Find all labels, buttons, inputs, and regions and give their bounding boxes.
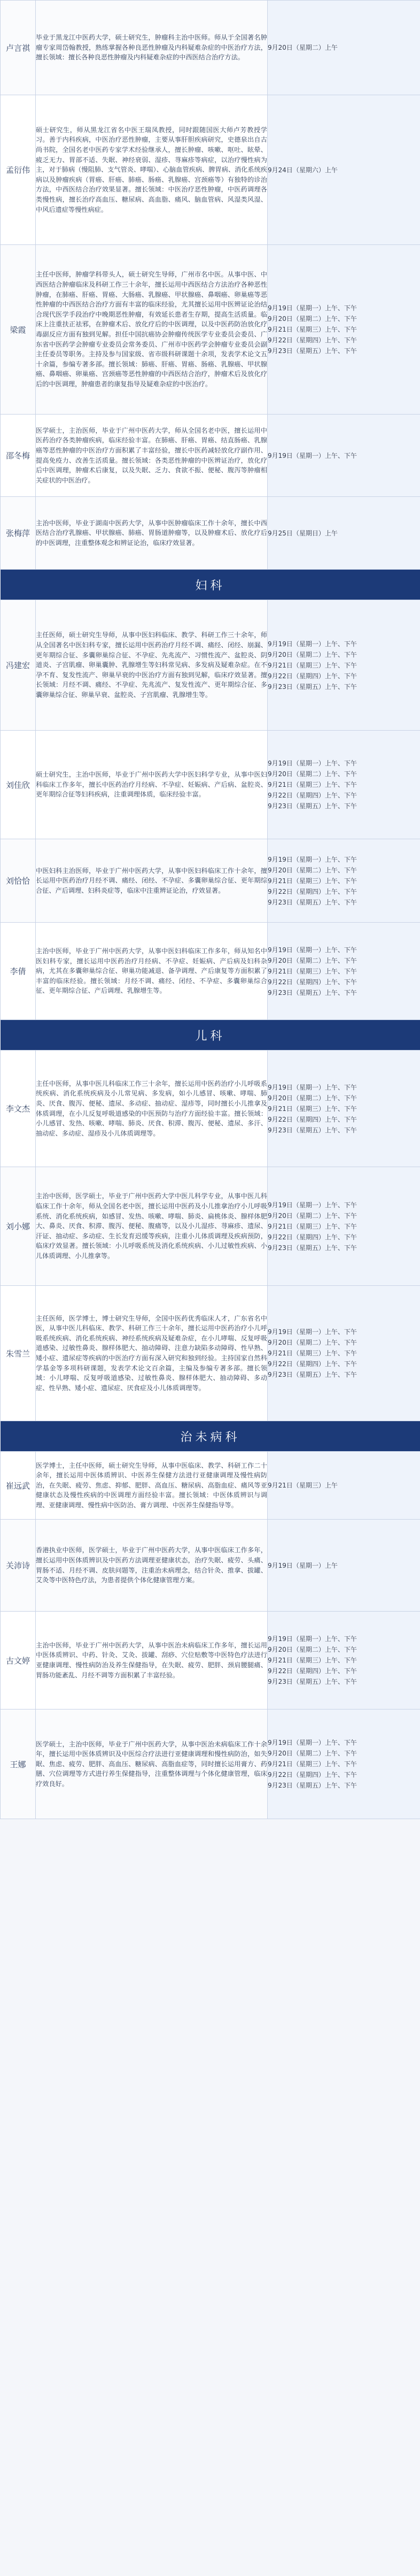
clinic-time-slot: 9月22日（星期四）上午、下午 [268,1667,357,1675]
clinic-time-slot: 9月23日（星期五）上午、下午 [268,1782,357,1789]
clinic-time-slot: 9月21日（星期三）上午 [268,1482,338,1489]
doctor-bio: 硕士研究生，主治中医师，毕业于广州中医药大学中医妇科学专业，从事中医妇科临床工作多年，擅长中医药治疗月经病、不孕症、妊娠病、产后病、盆腔炎、更年期综合征等妇科疾病，注重调理体质，临床经验丰富。 [36,731,268,839]
doctor-bio: 香港执业中医师，医学硕士，毕业于广州中医药大学，从事中医临床工作多年，擅长运用中医体质辨识及中医药方法调理亚健康状态，治疗失眠、疲劳、头痛、胃肠不适、月经不调、皮肤问题等，注重治未病理念，结合针灸、推拿、拔罐、艾灸等中医特色疗法，为患者提供个体化健康管理方案。 [36,1520,268,1612]
clinic-time-slot: 9月19日（星期一）上午、下午 [268,1328,357,1336]
clinic-time-slot: 9月21日（星期三）上午、下午 [268,1760,357,1768]
doctor-row [1,1520,420,1612]
clinic-time-slot: 9月20日（星期二）上午、下午 [268,1646,357,1653]
clinic-time-slot: 9月19日（星期一）上午、下午 [268,1739,357,1746]
clinic-time-slot: 9月23日（星期五）上午、下午 [268,1678,357,1685]
doctor-bio: 主治中医师，毕业于广州中医药大学，从事中医妇科临床工作多年，师从知名中医妇科专家，擅长运用中医药治疗月经病、不孕症、妊娠病、产后病及妇科杂病，尤其在多囊卵巢综合征、卵巢功能减退、备孕调理、产后康复等方面积累了丰富的临床经验。擅长领域：月经不调、痛经、闭经、不孕症、多囊卵巢综合征、更年期综合征、产后调理、乳腺增生等。 [36,923,268,1020]
doctor-bio: 主任中医师，肿瘤学科带头人，硕士研究生导师，广州市名中医。从事中医、中西医结合肿瘤临床及科研工作三十余年，擅长运用中西医结合方法治疗各种恶性肿瘤，在肺癌、肝癌、胃癌、大肠癌、乳腺癌、甲状腺癌、鼻咽癌、卵巢癌等恶性肿瘤的中西医结合治疗方面有丰富的临床经验，尤其擅长运用中医辨证论治结合现代医学手段治疗中晚期恶性肿瘤，有效延长患者生存期，提高生活质量。临床上注重扶正祛邪，在肿瘤术后、放化疗后的中医调理，以及中医药防治放化疗毒副反应方面有独到见解。担任中国抗癌协会肿瘤传统医学专业委员会委员、广东省中医药学会肿瘤专业委员会常务委员、广州市中医药学会肿瘤专业委员会副主任委员等职务。主持及参与国家级、省市级科研课题十余项，发表学术论文五十余篇，参编专著多部。擅长领域：肺癌、肝癌、胃癌、肠癌、乳腺癌、甲状腺癌、鼻咽癌、卵巢癌、宫颈癌等恶性肿瘤的中西医结合治疗，肿瘤术后及放化疗后的中医调理，肿瘤患者的康复指导及疑难杂症的中医治疗。 [36,245,268,415]
doctor-row [1,1051,420,1167]
clinic-time-slot: 9月23日（星期五）上午、下午 [268,802,357,810]
doctor-row [1,1,420,95]
clinic-times [268,415,420,497]
clinic-times [268,1286,420,1421]
clinic-time-slot: 9月20日（星期二）上午 [268,44,338,51]
clinic-time-slot: 9月23日（星期五）上午、下午 [268,347,357,355]
clinic-time-slot: 9月19日（星期一）上午、下午 [268,1201,357,1209]
clinic-times [268,600,420,731]
doctor-bio: 主任医师，硕士研究生导师，从事中医妇科临床、教学、科研工作三十余年，师从全国著名中医妇科专家，擅长运用中医药治疗月经不调、痛经、闭经、崩漏、更年期综合征、多囊卵巢综合征、不孕症、先兆流产、习惯性流产、盆腔炎、阴道炎、子宫肌瘤、卵巢囊肿、乳腺增生等妇科常见病、多发病及疑难杂症。在不孕不育、复发性流产、卵巢早衰的中医治疗方面有独到见解，临床疗效显著。擅长领域：月经不调、痛经、不孕症、先兆流产、复发性流产、更年期综合征、多囊卵巢综合征、卵巢早衰、盆腔炎、子宫肌瘤、乳腺增生等。 [36,600,268,731]
clinic-times [268,95,420,245]
clinic-time-slot: 9月20日（星期二）上午、下午 [268,770,357,778]
doctor-bio: 主任医师，医学博士，博士研究生导师，全国中医药优秀临床人才，广东省名中医，从事中医儿科临床、教学、科研工作三十余年，擅长运用中医药治疗小儿呼吸系统疾病、消化系统疾病、神经系统疾病及疑难杂症，在小儿哮喘、反复呼吸道感染、过敏性鼻炎、腺样体肥大、抽动障碍、注意力缺陷多动障碍、性早熟、矮小症、遗尿症等疾病的中医治疗方面有深入研究和独到经验。主持国家自然科学基金等多项科研课题，发表学术论文百余篇，主编及参编专著多部。擅长领域：小儿哮喘、反复呼吸道感染、过敏性鼻炎、腺样体肥大、抽动障碍、多动症、性早熟、矮小症、遗尿症、厌食症及小儿体质调理等。 [36,1286,268,1421]
clinic-time-slot: 9月20日（星期二）上午、下午 [268,1212,357,1220]
doctor-bio: 主治中医师，毕业于湖南中医药大学，从事中医肿瘤临床工作十余年，擅长中西医结合治疗乳腺癌、甲状腺癌、肺癌、胃肠道肿瘤等，以及肿瘤术后、放化疗后的中医调理，注重整体观念和辨证论治，临床疗效显著。 [36,497,268,570]
clinic-time-slot: 9月21日（星期三）上午、下午 [268,1105,357,1113]
doctor-name: 刘佳欣 [1,731,36,839]
doctor-bio: 医学硕士，主治医师，毕业于广州中医药大学，师从全国名老中医，擅长运用中医药治疗各类肿瘤疾病，临床经验丰富。在肺癌、肝癌、胃癌、结直肠癌、乳腺癌等恶性肿瘤的中医治疗方面积累了丰富经验，擅长中医药减轻放化疗副作用、提高免疫力、改善生活质量。擅长领域：各类恶性肿瘤的中医辨证治疗，放化疗后中医调理，肿瘤术后康复，以及失眠、乏力、食欲不振、便秘、腹泻等肿瘤相关症状的中医治疗。 [36,415,268,497]
doctor-name: 梁霞 [1,245,36,415]
clinic-time-slot: 9月21日（星期三）上午、下午 [268,967,357,975]
doctor-name: 李文杰 [1,1051,36,1167]
doctor-row [1,1612,420,1709]
section-header [1,1020,420,1051]
clinic-times [268,1709,420,1819]
doctor-name: 李倩 [1,923,36,1020]
clinic-time-slot: 9月21日（星期三）上午、下午 [268,877,357,885]
doctor-name: 崔远武 [1,1452,36,1520]
doctor-row [1,600,420,731]
clinic-time-slot: 9月24日（星期六）上午 [268,166,338,174]
section-title: 妇科 [1,570,420,600]
doctor-name: 朱雪兰 [1,1286,36,1421]
doctor-row [1,497,420,570]
clinic-time-slot: 9月21日（星期三）上午、下午 [268,781,357,788]
clinic-time-slot: 9月20日（星期二）上午、下午 [268,315,357,323]
doctor-name: 刘恰恰 [1,839,36,923]
clinic-time-slot: 9月25日（星期日）上午 [268,529,338,537]
clinic-time-slot: 9月20日（星期二）上午、下午 [268,956,357,964]
clinic-times [268,731,420,839]
section-title: 儿科 [1,1020,420,1051]
doctor-bio: 中医妇科主治医师，毕业于广州中医药大学，从事中医妇科临床工作十余年，擅长运用中医药治疗月经不调、痛经、闭经、不孕症、多囊卵巢综合征、更年期综合征、产后调理、妇科炎症等，临床中注重辨证论治，疗效显著。 [36,839,268,923]
clinic-times [268,1,420,95]
clinic-time-slot: 9月23日（星期五）上午、下午 [268,988,357,996]
clinic-time-slot: 9月22日（星期四）上午、下午 [268,792,357,799]
doctor-row [1,1286,420,1421]
doctor-bio: 毕业于黑龙江中医药大学，硕士研究生，肿瘤科主治中医师。师从于全国著名肿瘤专家周岱翰教授，熟练掌握各种良恶性肿瘤及内科疑难杂症的中医治疗方法，擅长领域：擅长各种良恶性肿瘤及内科疑难杂症的中西医结合治疗方法。 [36,1,268,95]
doctor-row [1,415,420,497]
clinic-times [268,1452,420,1520]
clinic-time-slot: 9月19日（星期一）上午、下午 [268,946,357,954]
clinic-time-slot: 9月23日（星期五）上午、下午 [268,898,357,906]
clinic-times [268,497,420,570]
section-header [1,570,420,600]
doctor-row [1,923,420,1020]
clinic-time-slot: 9月19日（星期一）上午、下午 [268,1635,357,1643]
doctor-bio: 硕士研究生，师从黑龙江省名中医王瑞凤教授，同时跟随国医大师卢芳教授学习。善于内科疾病，中医治疗恶性肿瘤，主要从事肝胆疾病研究，史德泉出自古尚书院，全国名老中医药专家学术经验继承人，擅长肿瘤、咳嗽、呕吐、眩晕、疲乏无力、胃部不适、失眠、神经衰弱、湿疹、荨麻疹等病症，以治疗慢性病为主，对于肺病（慢阻肺、支气管炎、哮喘）、心脑血管疾病、脾胃病、消化系统疾病以及肿瘤疾病（胃癌、肝癌、肺癌、肠癌、乳腺癌、宫颈癌等）有独特的诊治方法，中西医结合治疗效果显著。擅长领域：中医治疗恶性肿瘤，中医药调理各类慢性病，擅长治疗高血压、糖尿病、高血脂、痛风、脑血管病、风湿类风湿、中风后遗症等慢性病症。 [36,95,268,245]
doctor-name: 关沛诗 [1,1520,36,1612]
clinic-time-slot: 9月20日（星期二）上午、下午 [268,1339,357,1346]
clinic-times [268,1167,420,1286]
clinic-time-slot: 9月21日（星期三）上午、下午 [268,1350,357,1357]
doctor-row [1,1167,420,1286]
clinic-time-slot: 9月22日（星期四）上午、下午 [268,887,357,895]
doctor-bio: 医学硕士，主治中医师，毕业于广州中医药大学，从事中医治未病临床工作十余年，擅长运用中医体质辨识及中医综合疗法进行亚健康调理和慢性病防治，如失眠、焦虑、疲劳、肥胖、高血压、糖尿病、高脂血症等，同时擅长运用膏方、药膳、穴位调理等方式进行养生保健指导，注重整体调理与个体化健康管理，临床疗效良好。 [36,1709,268,1819]
clinic-times [268,1051,420,1167]
doctor-name: 邵冬梅 [1,415,36,497]
doctor-row [1,731,420,839]
clinic-times [268,839,420,923]
clinic-time-slot: 9月23日（星期五）上午、下午 [268,1371,357,1378]
clinic-time-slot: 9月20日（星期二）上午、下午 [268,866,357,874]
clinic-times [268,245,420,415]
clinic-time-slot: 9月19日（星期一）上午 [268,1561,338,1569]
doctor-name: 孟衍伟 [1,95,36,245]
clinic-time-slot: 9月19日（星期一）上午、下午 [268,304,357,312]
section-header [1,1421,420,1452]
clinic-time-slot: 9月19日（星期一）上午、下午 [268,855,357,863]
clinic-time-slot: 9月21日（星期三）上午、下午 [268,326,357,333]
clinic-time-slot: 9月22日（星期四）上午、下午 [268,1771,357,1778]
doctor-name: 冯建宏 [1,600,36,731]
clinic-time-slot: 9月20日（星期二）上午、下午 [268,1094,357,1102]
clinic-time-slot: 9月19日（星期一）上午、下午 [268,1083,357,1091]
clinic-time-slot: 9月22日（星期四）上午、下午 [268,1233,357,1241]
clinic-time-slot: 9月22日（星期四）上午、下午 [268,978,357,986]
doctor-bio: 主任中医师，从事中医儿科临床工作三十余年，擅长运用中医药治疗小儿呼吸系统疾病、消化系统疾病及小儿常见病、多发病，如小儿感冒、咳嗽、哮喘、肺炎、厌食、腹泻、便秘、遗尿、多动症、抽动症、湿疹等，同时擅长小儿推拿及体质调理，在小儿反复呼吸道感染的中医预防与治疗方面经验丰富。擅长领域：小儿感冒、发热、咳嗽、哮喘、肺炎、厌食、积滞、腹泻、便秘、遗尿、多汗、抽动症、多动症、湿疹及小儿体质调理等。 [36,1051,268,1167]
clinic-time-slot: 9月19日（星期一）上午、下午 [268,760,357,767]
clinic-time-slot: 9月22日（星期四）上午、下午 [268,336,357,344]
doctor-name: 古文婷 [1,1612,36,1709]
clinic-times [268,1612,420,1709]
doctor-name: 张梅萍 [1,497,36,570]
clinic-time-slot: 9月22日（星期四）上午、下午 [268,672,357,680]
doctor-bio: 主治中医师，医学硕士，毕业于广州中医药大学中医儿科学专业，从事中医儿科临床工作十余年，师从全国名老中医，擅长运用中医药及小儿推拿治疗小儿呼吸系统、消化系统疾病，如感冒、发热、咳嗽、哮喘、肺炎、扁桃体炎、腺样体肥大、鼻炎、厌食、积滞、腹泻、便秘、腹痛等，以及小儿湿疹、荨麻疹、遗尿、汗证、抽动症、多动症、生长发育迟缓等疾病，注重小儿体质调理及疾病预防，临床疗效显著。擅长领域：小儿呼吸系统及消化系统疾病、小儿过敏性疾病、小儿体质调理、小儿推拿等。 [36,1167,268,1286]
doctor-name: 卢言祺 [1,1,36,95]
clinic-time-slot: 9月22日（星期四）上午、下午 [268,1115,357,1123]
clinic-time-slot: 9月21日（星期三）上午、下午 [268,1222,357,1230]
doctor-row [1,245,420,415]
clinic-time-slot: 9月20日（星期二）上午、下午 [268,650,357,658]
clinic-time-slot: 9月19日（星期一）上午、下午 [268,451,357,459]
doctor-name: 刘小娜 [1,1167,36,1286]
doctor-row [1,839,420,923]
clinic-time-slot: 9月21日（星期三）上午、下午 [268,1657,357,1664]
clinic-time-slot: 9月22日（星期四）上午、下午 [268,1360,357,1368]
doctor-name: 王娜 [1,1709,36,1819]
doctor-row [1,1452,420,1520]
clinic-time-slot: 9月19日（星期一）上午、下午 [268,640,357,648]
doctor-bio: 主治中医师，毕业于广州中医药大学，从事中医治未病临床工作多年，擅长运用中医体质辨识、中药、针灸、艾灸、拔罐、刮痧、穴位贴敷等中医特色疗法进行亚健康调理、慢性病防治及养生保健指导，在失眠、疲劳、肥胖、颈肩腰腿痛、胃肠功能紊乱、月经不调等方面积累了丰富经验。 [36,1612,268,1709]
clinic-time-slot: 9月21日（星期三）上午、下午 [268,661,357,669]
doctor-row [1,95,420,245]
doctor-row [1,1709,420,1819]
clinic-time-slot: 9月23日（星期五）上午、下午 [268,1126,357,1134]
clinic-time-slot: 9月23日（星期五）上午、下午 [268,1244,357,1252]
section-title: 治未病科 [1,1421,420,1452]
clinic-times [268,1520,420,1612]
clinic-times [268,923,420,1020]
doctor-bio: 医学博士，主任中医师，硕士研究生导师，从事中医临床、教学、科研工作二十余年，擅长运用中医体质辨识、中医养生保健方法进行亚健康调理及慢性病防治，在失眠、疲劳、焦虑、抑郁、肥胖、高血压、糖尿病、高脂血症、痛风等亚健康状态及慢性疾病的中医调理方面经验丰富。擅长领域：中医体质辨识与调理、亚健康调理、慢性病中医防治、膏方调理、中医养生保健指导等。 [36,1452,268,1520]
clinic-time-slot: 9月23日（星期五）上午、下午 [268,683,357,691]
clinic-time-slot: 9月20日（星期二）上午、下午 [268,1750,357,1757]
